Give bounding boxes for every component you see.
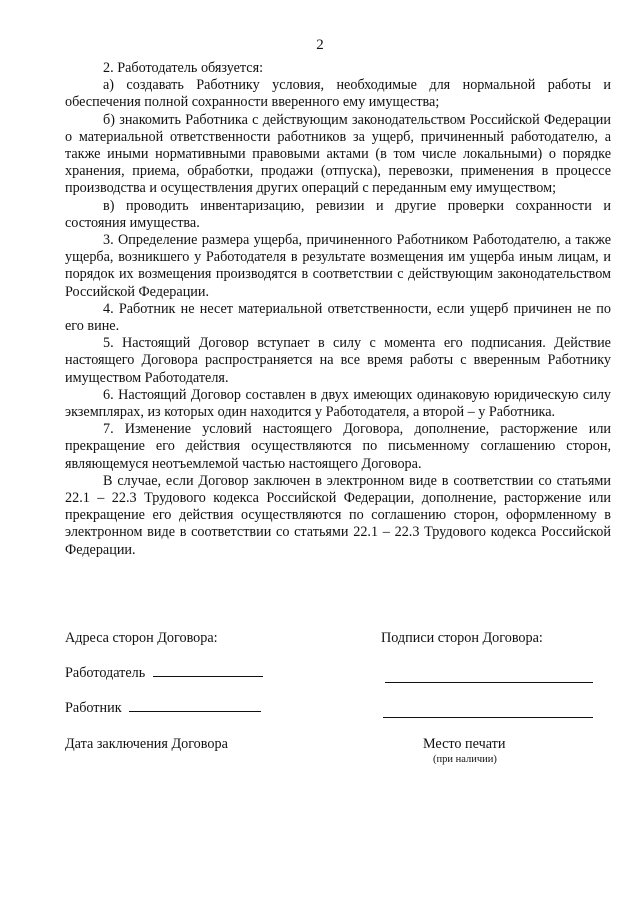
page-number: 2 <box>316 37 324 53</box>
paragraph-electronic: В случае, если Договор заключен в электронном виде в соответствии со статьями 22.1 – 22.3 Трудового кодекса Российской Федерации, дополнение, расторжение или прекращение его действия осуществляются по соглашению сторон, оформленному в электронном виде в соответствии со статьями 22.1 – 22.3 Трудового кодекса Российской Федерации. <box>65 472 611 558</box>
paragraph-2b: б) знакомить Работника с действующим законодательством Российской Федерации о материальной ответственности работников за ущерб, причиненный работодателю, а также иными нормативными правовыми актами (в том числе локальными) о порядке хранения, приема, обработки, продажи (отпуска), перевозки, применения в процессе производства и осуществления других операций с переданным ему имуществом; <box>65 111 611 197</box>
paragraph-5: 5. Настоящий Договор вступает в силу с момента его подписания. Действие настоящего Договора распространяется на все время работы с вверенным Работнику имуществом Работодателя. <box>65 335 611 386</box>
paragraph-2: 2. Работодатель обязуется: <box>103 60 264 76</box>
paragraph-4: 4. Работник не несет материальной ответственности, если ущерб причинен не по его вине. <box>65 300 611 335</box>
employer-address-line <box>153 675 263 677</box>
employer-row <box>65 665 263 682</box>
signature-block <box>65 630 611 780</box>
employer-label: Работодатель <box>65 665 146 681</box>
employee-signature-line <box>383 717 593 718</box>
contract-body <box>65 60 611 559</box>
employee-address-line <box>129 710 261 712</box>
paragraph-6: 6. Настоящий Договор составлен в двух имеющих одинаковую юридическую силу экземплярах, из которых один находится у Работодателя, а второй – у Работника. <box>65 386 611 421</box>
signatures-label: Подписи сторон Договора: <box>381 630 543 646</box>
paragraph-3: 3. Определение размера ущерба, причиненного Работником Работодателю, а также ущерба, возникшего у Работодателя в результате возмещения им ущерба иным лицам, и порядок их возмещения производятся в соответствии с действующим законодательством Российской Федерации. <box>65 232 611 300</box>
paragraph-2c: в) проводить инвентаризацию, ревизии и другие проверки сохранности и состояния имущества. <box>65 197 611 231</box>
employee-label: Работник <box>65 700 122 716</box>
employer-signature-line <box>385 682 593 683</box>
paragraph-7: 7. Изменение условий настоящего Договора, дополнение, расторжение или прекращение его действия осуществляются по письменному соглашению сторон, являющемуся неотъемлемой частью настоящего Договора. <box>65 421 611 472</box>
date-label: Дата заключения Договора <box>65 736 228 752</box>
paragraph-2a: а) создавать Работнику условия, необходимые для нормальной работы и обеспечения полной сохранности вверенного ему имущества; <box>65 77 611 111</box>
seal-label: Место печати <box>423 736 506 752</box>
employee-row <box>65 700 261 717</box>
addresses-label: Адреса сторон Договора: <box>65 630 218 646</box>
seal-note: (при наличии) <box>433 754 497 765</box>
